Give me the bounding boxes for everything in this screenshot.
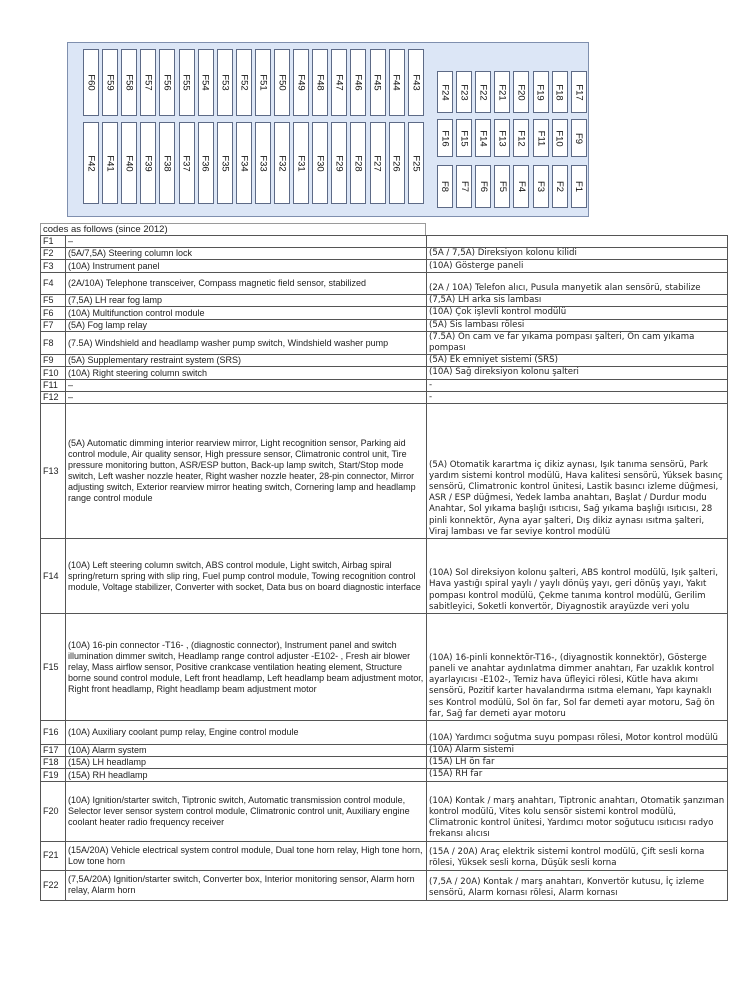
turkish-description-cell: (10A) Gösterge paneli (427, 260, 728, 273)
fuse-label: F49 (295, 74, 307, 91)
fuse-slot (293, 49, 309, 116)
english-description-cell: (10A) Right steering column switch (66, 367, 427, 379)
turkish-description-cell: (15A) LH ön far (427, 757, 728, 769)
fuse-slot (350, 49, 366, 116)
fuse-slot (331, 49, 347, 116)
fuse-slot (456, 165, 472, 208)
fuse-label: F48 (314, 74, 326, 91)
turkish-description-cell: (5A) Sis lambası rölesi (427, 319, 728, 331)
turkish-description-cell: (7,5A / 20A) Kontak / marş anahtarı, Konvertör kutusu, İç izleme sensörü, Alarm kornası rölesi, Alarm kornası (427, 870, 728, 900)
fuse-label: F52 (238, 74, 250, 91)
fuse-label: F19 (535, 83, 546, 101)
fuse-slot (389, 122, 405, 204)
english-description-cell: – (66, 236, 427, 248)
fuse-id-cell: F4 (41, 273, 66, 295)
fuse-slot (456, 71, 472, 113)
english-description-cell: (7,5A) LH rear fog lamp (66, 295, 427, 307)
fuse-label: F51 (257, 74, 269, 91)
fuse-label: F60 (85, 74, 97, 91)
fuse-slot (389, 49, 405, 116)
fuse-id-cell: F2 (41, 248, 66, 260)
fuse-label: F14 (477, 129, 489, 147)
fuse-label: F36 (200, 154, 212, 172)
fuse-label: F58 (123, 74, 135, 91)
fuse-label: F34 (238, 154, 250, 172)
fuse-label: F47 (333, 74, 345, 91)
fuse-slot (350, 122, 366, 204)
table-row (41, 721, 728, 745)
fuse-id-cell: F12 (41, 391, 66, 403)
fuse-slot (475, 71, 491, 113)
table-row (41, 236, 728, 248)
fuse-slot (83, 122, 99, 204)
turkish-description-cell: (10A) Sağ direksiyon kolonu şalteri (427, 367, 728, 379)
table-row (41, 295, 728, 307)
fuse-slot (513, 71, 529, 113)
fuse-label: F43 (410, 74, 422, 91)
fuse-slot (140, 122, 156, 204)
fuse-slot (102, 122, 118, 204)
fuse-slot (513, 119, 529, 157)
fuse-label: F2 (554, 180, 566, 193)
fuse-label: F57 (142, 74, 154, 91)
fuse-slot (179, 122, 195, 204)
fuse-slot (408, 49, 424, 116)
english-description-cell: (7.5A) Windshield and headlamp washer pump switch, Windshield washer pump (66, 331, 427, 354)
fuse-slot (552, 119, 568, 157)
fuse-slot (571, 165, 587, 208)
fuse-id-cell: F16 (41, 721, 66, 745)
table-row (41, 248, 728, 260)
fuse-label: F10 (554, 129, 566, 147)
fuse-label: F23 (458, 83, 470, 101)
fuse-slot (331, 122, 347, 204)
fuse-id-cell: F5 (41, 295, 66, 307)
fuse-slot (437, 165, 453, 208)
fuse-id-cell: F13 (41, 404, 66, 539)
fuse-slot (437, 71, 453, 113)
fuse-slot (102, 49, 118, 116)
table-row (41, 355, 728, 367)
english-description-cell: (10A) Alarm system (66, 745, 427, 757)
table-row (41, 745, 728, 757)
fuse-label: F56 (161, 74, 173, 91)
fuse-label: F24 (439, 83, 451, 101)
fuse-slot (494, 165, 510, 208)
fuse-id-cell: F9 (41, 355, 66, 367)
fuse-slot (121, 49, 137, 116)
fuse-slot (159, 49, 175, 116)
fuse-label: F42 (85, 154, 97, 172)
fuse-label: F16 (439, 129, 451, 147)
fuse-label: F54 (200, 74, 212, 91)
fuse-id-cell: F20 (41, 781, 66, 841)
turkish-description-cell: (7,5A) LH arka sis lambası (427, 295, 728, 307)
fuse-label: F20 (515, 83, 527, 101)
fuse-slot (312, 122, 328, 204)
fuse-label: F45 (372, 74, 383, 91)
fuse-label: F30 (314, 154, 326, 172)
fuse-label: F33 (257, 154, 269, 172)
english-description-cell: (10A) Auxiliary coolant pump relay, Engine control module (66, 721, 427, 745)
fuse-slot (494, 71, 510, 113)
table-row (41, 614, 728, 721)
fuse-id-cell: F1 (41, 236, 66, 248)
fuse-slot (533, 119, 549, 157)
fuse-slot (198, 49, 214, 116)
table-row (41, 769, 728, 781)
turkish-description-cell: - (427, 391, 728, 403)
fuse-label: F8 (439, 180, 451, 193)
fuse-slot (571, 119, 587, 157)
fuse-slot (179, 49, 195, 116)
fuse-slot (456, 119, 472, 157)
fuse-slot (312, 49, 328, 116)
fuse-slot (408, 122, 424, 204)
fuse-id-cell: F17 (41, 745, 66, 757)
turkish-description-cell: (10A) Kontak / marş anahtarı, Tiptronic anahtarı, Otomatik şanzıman kontrol modülü, Vites kolu sensör sistemi kontrol modülü, Climatronic kontrol ünitesi, Yardımcı motor soğutucu ısıtıcısı radyo frekansı alıcısı (427, 781, 728, 841)
turkish-description-cell: (5A / 7,5A) Direksiyon kolonu kilidi (427, 248, 728, 260)
turkish-description-cell: (10A) 16-pinli konnektör-T16-, (diyagnostik konnektör), Gösterge paneli ve anahtar aydınlatma dimmer anahtarı, Far uzaklık kontrol ayarlayıcısı -E102-, Temiz hava üfleyici rölesi, Kütle hava akımı sensörü, Pozitif karter havalandırma ısıtma elemanı, Yapı kaynaklı ses Kontrol modülü, Sol ön far, Sol far demeti ayar motoru, Sağ ön far, Sağ far demeti ayar motoru (427, 614, 728, 721)
table-row (41, 307, 728, 319)
fuse-label: F41 (104, 154, 116, 172)
english-description-cell: (15A) LH headlamp (66, 757, 427, 769)
fuse-box-diagram (67, 42, 589, 217)
fuse-slot (159, 122, 175, 204)
english-description-cell: (5A) Automatic dimming interior rearview mirror, Light recognition sensor, Parking aid control module, Air quality sensor, High pressure sensor, Climatronic control unit, Tire pressure monitoring button, ASR/ESP button, Back-up lamp switch, Start/Stop mode switch, Left washer nozzle heater, Right washer nozzle heater, 28-pin connector, Mirror adjusting switch, Exterior rearview mirror heating switch, Cornering lamp and headlamp range control module (66, 404, 427, 539)
fuse-id-cell: F14 (41, 539, 66, 614)
table-row (41, 273, 728, 295)
fuse-id-cell: F21 (41, 841, 66, 870)
fuse-id-cell: F19 (41, 769, 66, 781)
fuse-label: F12 (515, 129, 527, 147)
fuse-label: F44 (391, 74, 403, 91)
fuse-slot (293, 122, 309, 204)
fuse-id-cell: F8 (41, 331, 66, 354)
table-row (41, 260, 728, 273)
table-caption: codes as follows (since 2012) (40, 223, 426, 235)
fuse-label: F15 (458, 129, 470, 147)
fuse-id-cell: F18 (41, 757, 66, 769)
fuse-label: F22 (477, 83, 489, 101)
english-description-cell: (7,5A/20A) Ignition/starter switch, Converter box, Interior monitoring sensor, Alarm horn relay, Alarm horn (66, 870, 427, 900)
fuse-id-cell: F15 (41, 614, 66, 721)
fuse-id-cell: F22 (41, 870, 66, 900)
english-description-cell: (5A) Fog lamp relay (66, 319, 427, 331)
english-description-cell: (2A/10A) Telephone transceiver, Compass magnetic field sensor, stabilized (66, 273, 427, 295)
english-description-cell: (5A) Supplementary restraint system (SRS) (66, 355, 427, 367)
fuse-slot (370, 122, 386, 204)
fuse-id-cell: F3 (41, 260, 66, 273)
fuse-slot (533, 71, 549, 113)
table-row (41, 870, 728, 900)
table-row (41, 379, 728, 391)
english-description-cell: (10A) 16-pin connector -T16- , (diagnostic connector), Instrument panel and switch illumination dimmer switch, Headlamp range control adjuster -E102- , Fresh air blower relay, Mass airflow sensor, Positive crankcase ventilation heating element, Structure borne sound control module, Left front headlamp, Left headlamp beam adjustment motor, Right front headlamp, Right headlamp beam adjustment motor (66, 614, 427, 721)
fuse-slot (198, 122, 214, 204)
fuse-label: F38 (161, 154, 173, 172)
turkish-description-cell: (10A) Yardımcı soğutma suyu pompası rölesi, Motor kontrol modülü (427, 721, 728, 745)
fuse-label: F32 (276, 154, 288, 172)
english-description-cell: (5A/7,5A) Steering column lock (66, 248, 427, 260)
table-row (41, 367, 728, 379)
fuse-label: F13 (496, 129, 508, 147)
english-description-cell: (10A) Instrument panel (66, 260, 427, 273)
fuse-label: F59 (104, 74, 116, 91)
english-description-cell: (10A) Left steering column switch, ABS control module, Light switch, Airbag spiral spring/return spring with slip ring, Fuel pump control module, Towing recognition control module, Voltage stabilizer, Converter with socket, Data bus on board diagnostic interface (66, 539, 427, 614)
table-row (41, 757, 728, 769)
turkish-description-cell: (5A) Ek emniyet sistemi (SRS) (427, 355, 728, 367)
fuse-slot (236, 49, 252, 116)
fuse-label: F6 (477, 180, 489, 193)
table-row (41, 539, 728, 614)
turkish-description-cell: (10A) Çok işlevli kontrol modülü (427, 307, 728, 319)
fuse-slot (274, 49, 290, 116)
fuse-label: F3 (535, 180, 546, 193)
table-row (41, 391, 728, 403)
fuse-label: F5 (496, 180, 508, 193)
table-row (41, 841, 728, 870)
fuse-label: F11 (535, 130, 547, 146)
fuse-slot (121, 122, 137, 204)
fuse-label: F55 (181, 74, 192, 91)
fuse-label: F40 (123, 154, 135, 172)
fuse-slot (475, 119, 491, 157)
fuse-id-cell: F6 (41, 307, 66, 319)
fuse-slot (140, 49, 156, 116)
fuse-id-cell: F7 (41, 319, 66, 331)
fuse-label: F17 (573, 83, 585, 101)
turkish-description-cell: (7.5A) Ön cam ve far yıkama pompası şalteri, Ön cam yıkama pompası (427, 331, 728, 354)
fuse-slot (437, 119, 453, 157)
table-row (41, 331, 728, 354)
fuse-label: F37 (181, 154, 192, 172)
fuse-label: F9 (573, 132, 585, 144)
english-description-cell: (15A) RH headlamp (66, 769, 427, 781)
fuse-slot (217, 49, 233, 116)
fuse-slot (513, 165, 529, 208)
fuse-slot (552, 71, 568, 113)
english-description-cell: (15A/20A) Vehicle electrical system control module, Dual tone horn relay, High tone horn, Low tone horn (66, 841, 427, 870)
fuse-label: F1 (573, 180, 585, 193)
fuse-slot (475, 165, 491, 208)
fuse-label: F27 (372, 154, 383, 172)
turkish-description-cell: (5A) Otomatik karartma iç dikiz aynası, Işık tanıma sensörü, Park yardım sistemi kontrol modülü, Hava kalitesi sensörü, Yüksek basınç sensörü, Climatronic kontrol ünitesi, Lastik basıncı izleme düğmesi, ASR / ESP düğmesi, Yedek lamba anahtarı, Başlat / Durdur modu Anahtar, Sol yıkama başlığı ısıtıcısı, Sağ yıkama başlığı ısıtıcısı, 28 pinli konnektör, Ayna ayar şalteri, Dış dikiz aynası ısıtma şalteri, Viraj lambası ve far seviye kontrol modülü (427, 404, 728, 539)
fuse-slot (571, 71, 587, 113)
fuse-slot (370, 49, 386, 116)
fuse-slot (236, 122, 252, 204)
turkish-description-cell: (15A) RH far (427, 769, 728, 781)
fuse-label: F50 (276, 74, 288, 91)
fuse-slot (217, 122, 233, 204)
fuse-label: F25 (410, 154, 422, 172)
turkish-description-cell: (10A) Sol direksiyon kolonu şalteri, ABS kontrol modülü, Işık şalteri, Hava yastığı spiral yaylı / yaylı dönüş yayı, geri dönüş yayı, Yakıt pompası kontrol modülü, Çekme tanıma kontrol modülü, Gerilim sabitleyici, Soketli konvertör, Diyagnostik arayüzde veri yolu (427, 539, 728, 614)
turkish-description-cell: (10A) Alarm sistemi (427, 745, 728, 757)
fuse-slot (83, 49, 99, 116)
turkish-description-cell: - (427, 379, 728, 391)
table-row (41, 404, 728, 539)
turkish-description-cell: (2A / 10A) Telefon alıcı, Pusula manyetik alan sensörü, stabilize (427, 273, 728, 295)
fuse-slot (552, 165, 568, 208)
fuse-slot (255, 49, 271, 116)
table-row (41, 781, 728, 841)
fuse-table (40, 235, 728, 901)
english-description-cell: – (66, 379, 427, 391)
fuse-id-cell: F10 (41, 367, 66, 379)
fuse-label: F28 (352, 154, 364, 172)
english-description-cell: (10A) Multifunction control module (66, 307, 427, 319)
fuse-label: F29 (333, 154, 345, 172)
english-description-cell: – (66, 391, 427, 403)
fuse-id-cell: F11 (41, 379, 66, 391)
turkish-description-cell: (15A / 20A) Araç elektrik sistemi kontrol modülü, Çift sesli korna rölesi, Yüksek sesli korna, Düşük sesli korna (427, 841, 728, 870)
fuse-slot (494, 119, 510, 157)
fuse-label: F26 (391, 154, 403, 172)
table-row (41, 319, 728, 331)
turkish-description-cell (427, 236, 728, 248)
fuse-label: F21 (496, 83, 508, 101)
fuse-slot (255, 122, 271, 204)
fuse-slot (533, 165, 549, 208)
fuse-label: F4 (515, 180, 527, 193)
fuse-slot (274, 122, 290, 204)
english-description-cell: (10A) Ignition/starter switch, Tiptronic switch, Automatic transmission control module, Selector lever sensor system control module, Climatronic control unit, Auxiliary engine coolant heater radio frequency receiver (66, 781, 427, 841)
fuse-label: F53 (219, 74, 231, 91)
fuse-label: F18 (554, 83, 566, 101)
fuse-label: F35 (219, 154, 231, 172)
fuse-label: F7 (458, 180, 470, 193)
fuse-label: F39 (142, 154, 154, 172)
fuse-label: F31 (295, 154, 307, 172)
fuse-label: F46 (352, 74, 364, 91)
